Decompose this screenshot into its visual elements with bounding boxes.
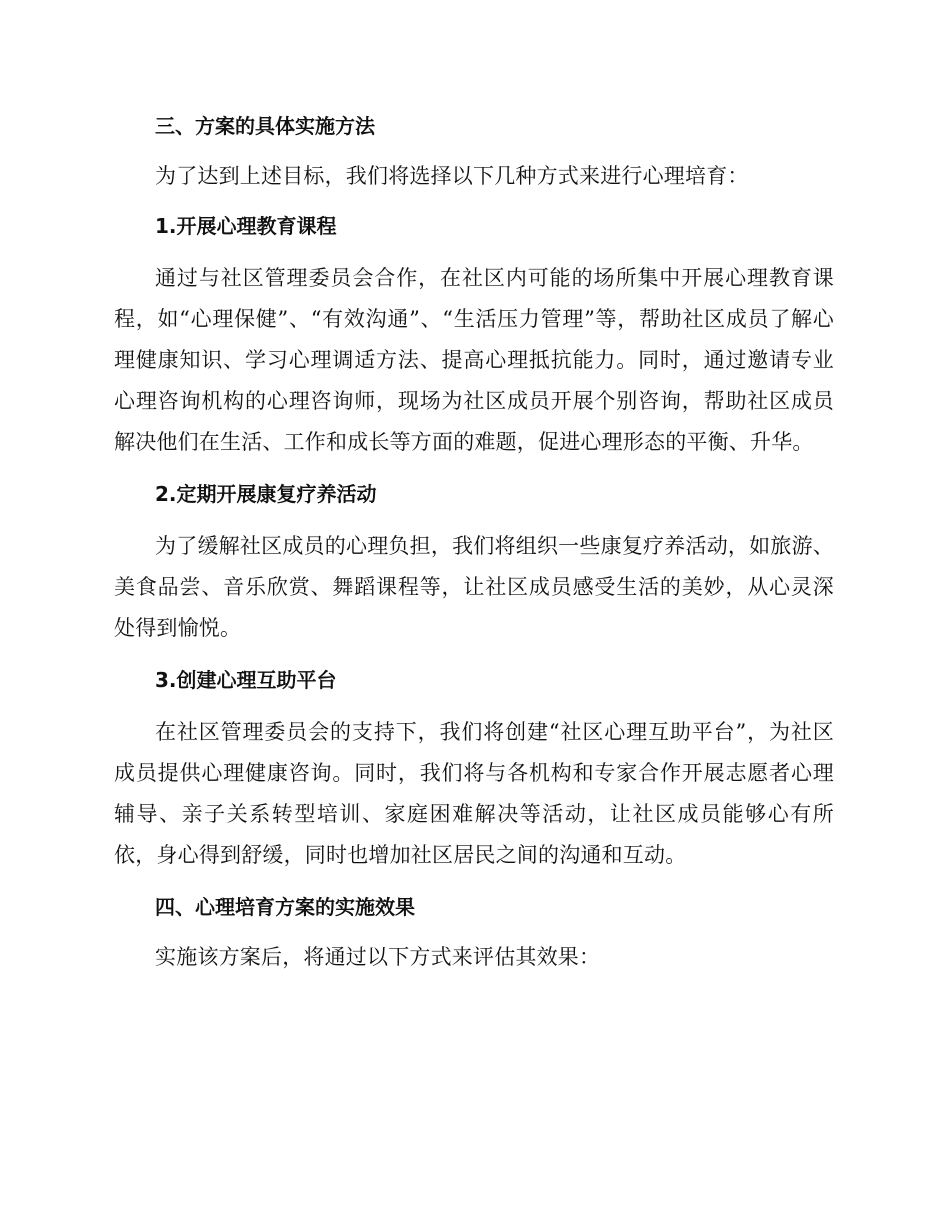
document-body xyxy=(114,106,834,978)
item-2-heading: 2.定期开展康复疗养活动 xyxy=(155,482,377,506)
section-4-heading: 四、心理培育方案的实施效果 xyxy=(155,895,415,919)
item-1-heading: 1.开展心理教育课程 xyxy=(155,214,337,238)
item-1-body: 通过与社区管理委员会合作，在社区内可能的场所集中开展心理教育课程，如“心理保健”、“有效沟通”、“生活压力管理”等，帮助社区成员了解心理健康知识、学习心理调适方法、提高心理抵抗能力。同时，通过邀请专业心理咨询机构的心理咨询师，现场为社区成员开展个别咨询，帮助社区成员解决他们在生活、工作和成长等方面的难题，促进心理形态的平衡、升华。 xyxy=(114,266,834,454)
section-3-intro: 为了达到上述目标，我们将选择以下几种方式来进行心理培育： xyxy=(155,164,749,188)
item-3-heading: 3.创建心理互助平台 xyxy=(155,668,337,692)
item-2-body: 为了缓解社区成员的心理负担，我们将组织一些康复疗养活动，如旅游、美食品尝、音乐欣赏、舞蹈课程等，让社区成员感受生活的美妙，从心灵深处得到愉悦。 xyxy=(114,534,834,640)
item-3-body: 在社区管理委员会的支持下，我们将创建“社区心理互助平台”，为社区成员提供心理健康咨询。同时，我们将与各机构和专家合作开展志愿者心理辅导、亲子关系转型培训、家庭困难解决等活动，让社区成员能够心有所依，身心得到舒缓，同时也增加社区居民之间的沟通和互动。 xyxy=(114,720,834,867)
section-3-heading: 三、方案的具体实施方法 xyxy=(155,114,375,138)
section-4-intro: 实施该方案后，将通过以下方式来评估其效果： xyxy=(155,945,601,969)
